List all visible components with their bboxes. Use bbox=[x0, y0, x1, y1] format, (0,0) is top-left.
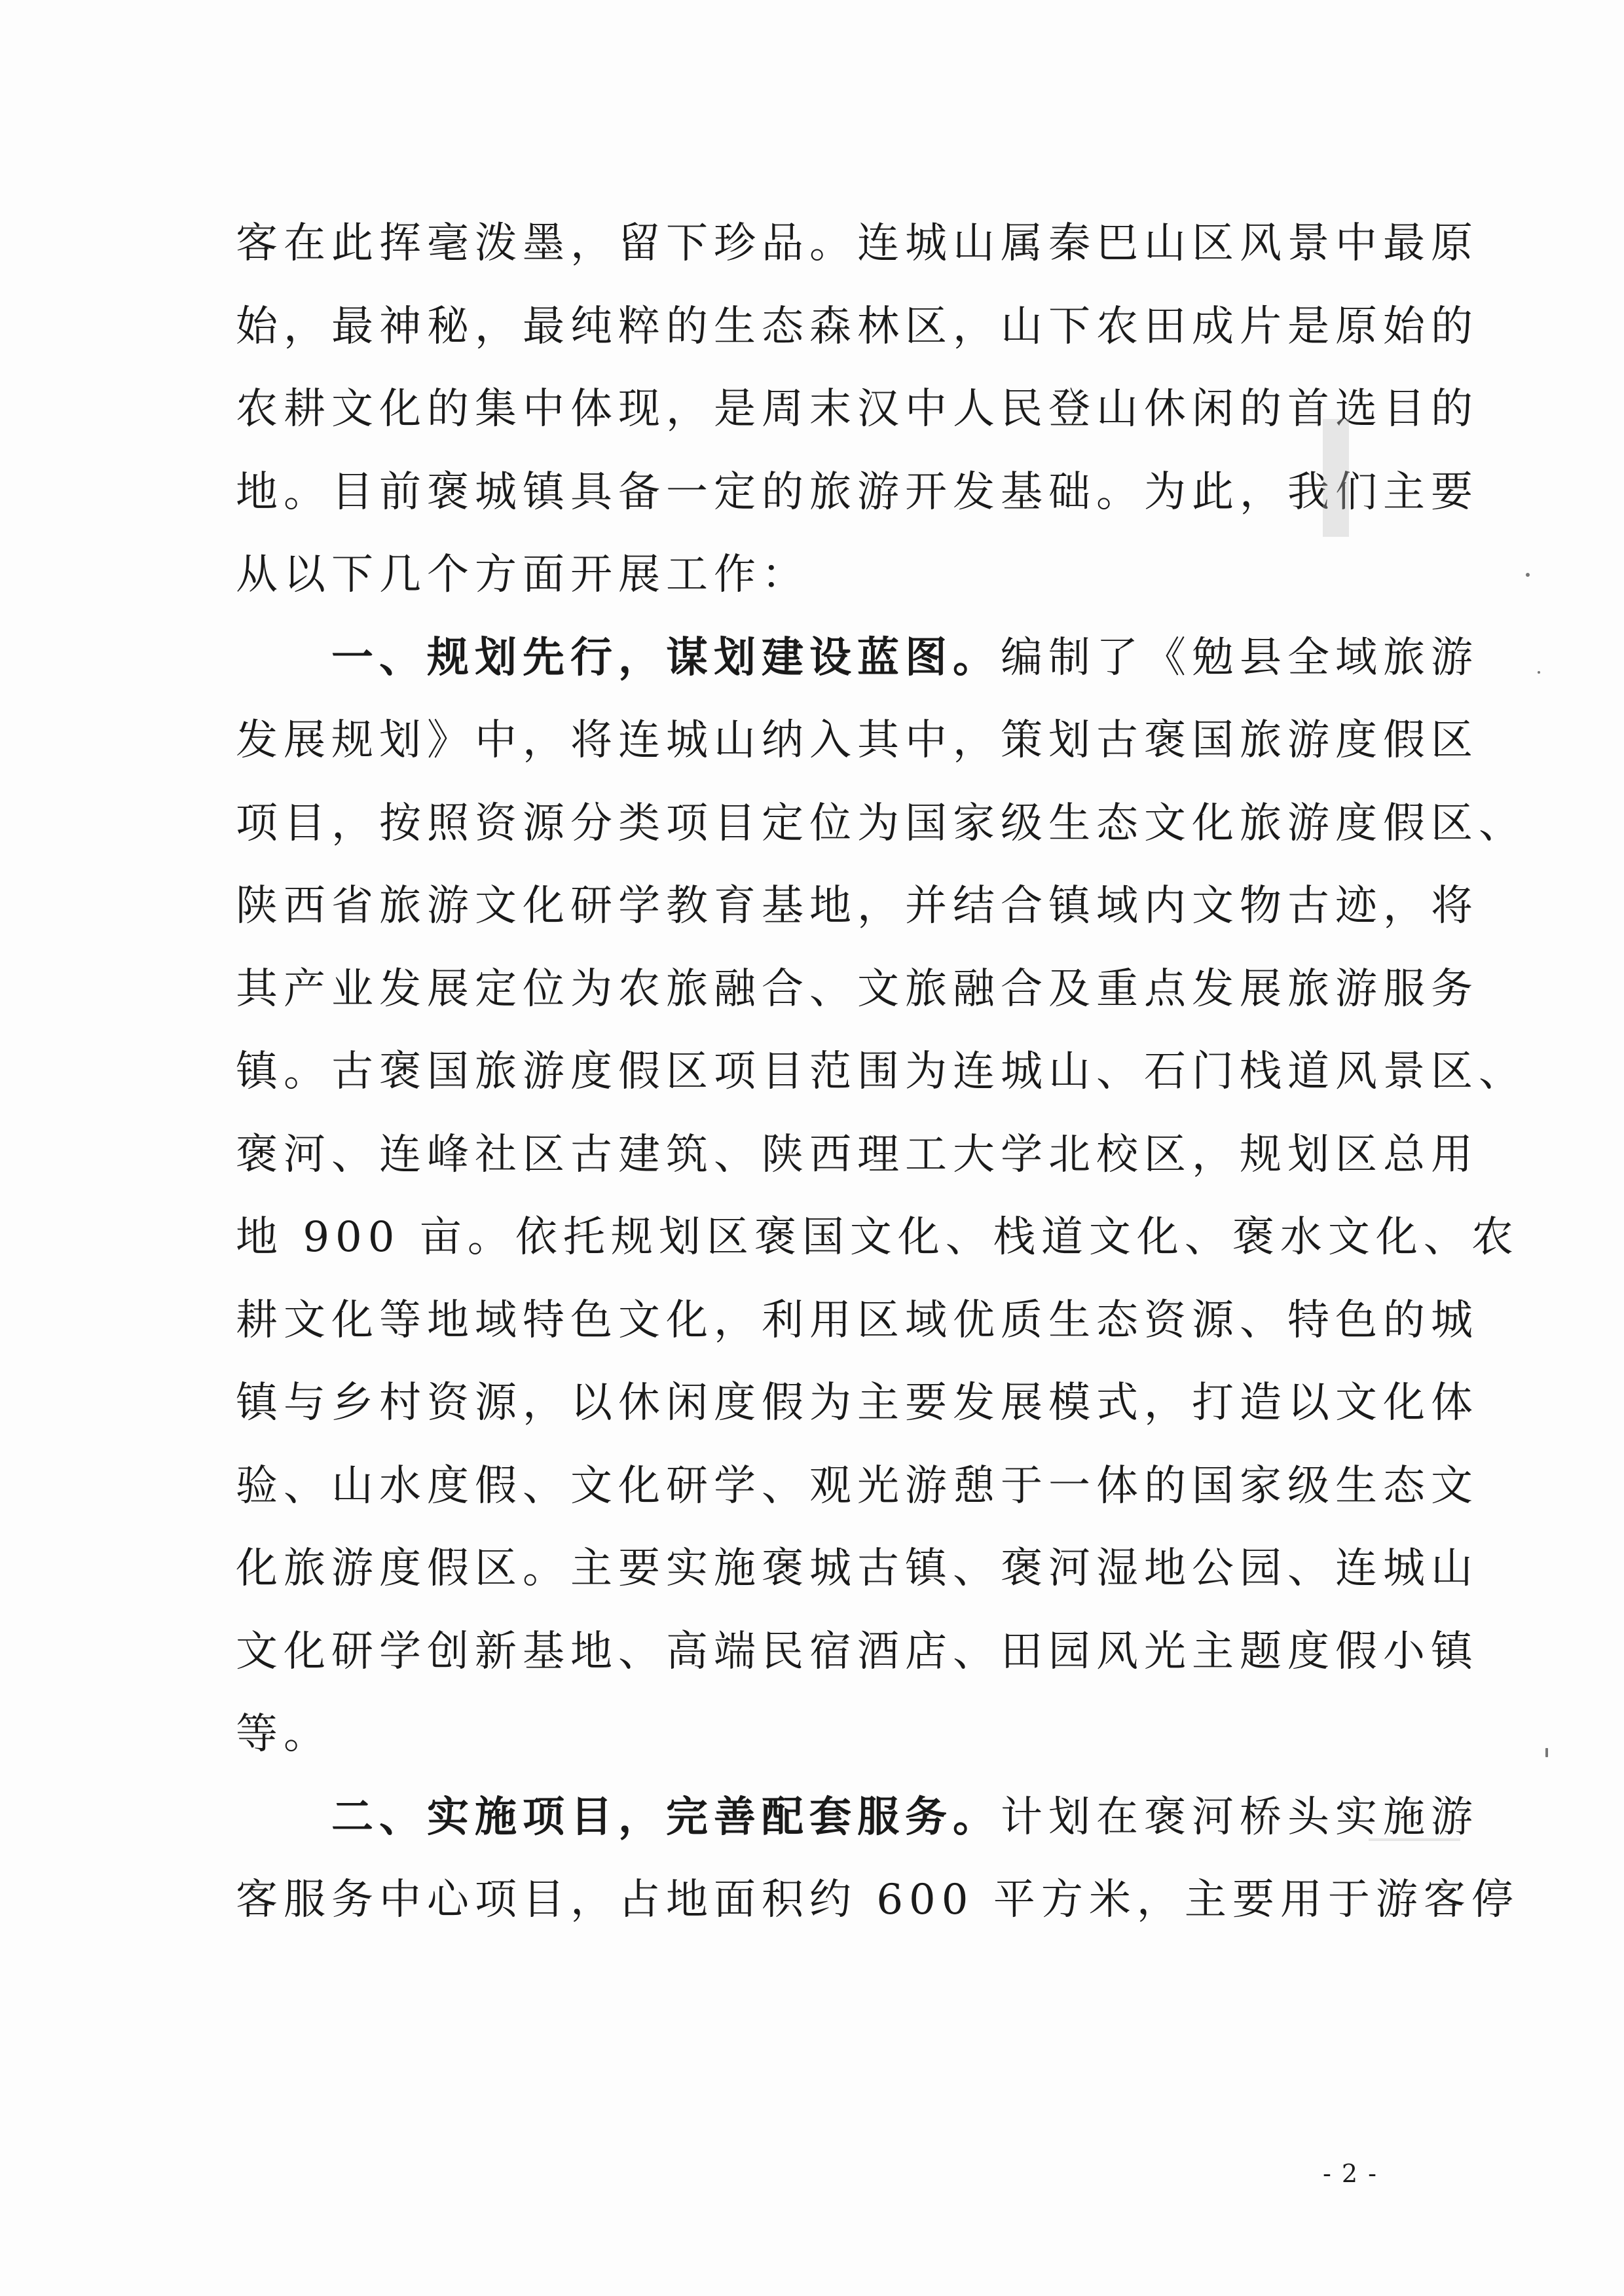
text-line bbox=[236, 219, 1479, 268]
text-line bbox=[236, 1710, 331, 1758]
text-line bbox=[236, 799, 1526, 848]
text-line bbox=[236, 633, 1479, 682]
text-segment: 其产业发展定位为农旅融合、文旅融合及重点发展旅游服务 bbox=[236, 965, 1479, 1013]
text-segment: 地。目前褒城镇具备一定的旅游开发基础。为此，我们主要 bbox=[236, 468, 1479, 517]
scan-speck bbox=[1545, 1748, 1548, 1757]
text-segment: 客服务中心项目，占地面积约 600 平方米，主要用于游客停 bbox=[236, 1876, 1519, 1924]
text-segment: 镇与乡村资源，以休闲度假为主要发展模式，打造以文化体 bbox=[236, 1379, 1479, 1427]
text-segment: 从以下几个方面开展工作： bbox=[236, 551, 809, 599]
text-line bbox=[236, 1544, 1479, 1593]
text-line bbox=[236, 1048, 1526, 1096]
text-segment: 褒河、连峰社区古建筑、陕西理工大学北校区，规划区总用 bbox=[236, 1131, 1479, 1179]
text-line bbox=[236, 385, 1479, 433]
text-segment: 镇。古褒国旅游度假区项目范围为连城山、石门栈道风景区、 bbox=[236, 1048, 1526, 1096]
text-line bbox=[236, 882, 1479, 930]
text-segment: 农耕文化的集中体现，是周末汉中人民登山休闲的首选目的 bbox=[236, 385, 1479, 433]
text-line bbox=[236, 716, 1479, 765]
section-heading: 一、规划先行，谋划建设蓝图。 bbox=[236, 633, 1001, 682]
text-line bbox=[236, 1462, 1479, 1510]
text-segment: 化旅游度假区。主要实施褒城古镇、褒河湿地公园、连城山 bbox=[236, 1544, 1479, 1593]
scan-speck bbox=[1526, 573, 1530, 577]
text-segment: 等。 bbox=[236, 1710, 331, 1758]
page-number: - 2 - bbox=[1323, 2159, 1378, 2188]
text-line bbox=[236, 965, 1479, 1013]
text-segment: 耕文化等地域特色文化，利用区域优质生态资源、特色的城 bbox=[236, 1296, 1479, 1345]
text-line bbox=[236, 1876, 1519, 1924]
scan-mark bbox=[1369, 1838, 1460, 1841]
text-segment: 客在此挥毫泼墨，留下珍品。连城山属秦巴山区风景中最原 bbox=[236, 219, 1479, 268]
text-segment: 计划在褒河桥头实施游 bbox=[1001, 1793, 1479, 1842]
text-line bbox=[236, 1628, 1479, 1676]
text-line bbox=[236, 1131, 1479, 1179]
text-line bbox=[236, 1379, 1479, 1427]
text-segment: 验、山水度假、文化研学、观光游憩于一体的国家级生态文 bbox=[236, 1462, 1479, 1510]
text-segment: 发展规划》中，将连城山纳入其中，策划古褒国旅游度假区 bbox=[236, 716, 1479, 765]
text-segment: 始，最神秘，最纯粹的生态森林区，山下农田成片是原始的 bbox=[236, 302, 1479, 351]
text-line bbox=[236, 468, 1479, 517]
text-segment: 地 900 亩。依托规划区褒国文化、栈道文化、褒水文化、农 bbox=[236, 1213, 1519, 1262]
text-segment: 编制了《勉县全域旅游 bbox=[1001, 634, 1479, 682]
text-line bbox=[236, 1296, 1479, 1345]
text-segment: 项目，按照资源分类项目定位为国家级生态文化旅游度假区、 bbox=[236, 799, 1526, 848]
text-line bbox=[236, 302, 1479, 351]
section-heading: 二、实施项目，完善配套服务。 bbox=[236, 1793, 1001, 1842]
text-segment: 文化研学创新基地、高端民宿酒店、田园风光主题度假小镇 bbox=[236, 1628, 1479, 1676]
scan-mark bbox=[1323, 419, 1349, 537]
text-line bbox=[236, 1793, 1479, 1842]
text-line bbox=[236, 1213, 1519, 1262]
text-line bbox=[236, 551, 809, 599]
scan-speck bbox=[1538, 671, 1540, 674]
text-segment: 陕西省旅游文化研学教育基地，并结合镇域内文物古迹，将 bbox=[236, 882, 1479, 930]
